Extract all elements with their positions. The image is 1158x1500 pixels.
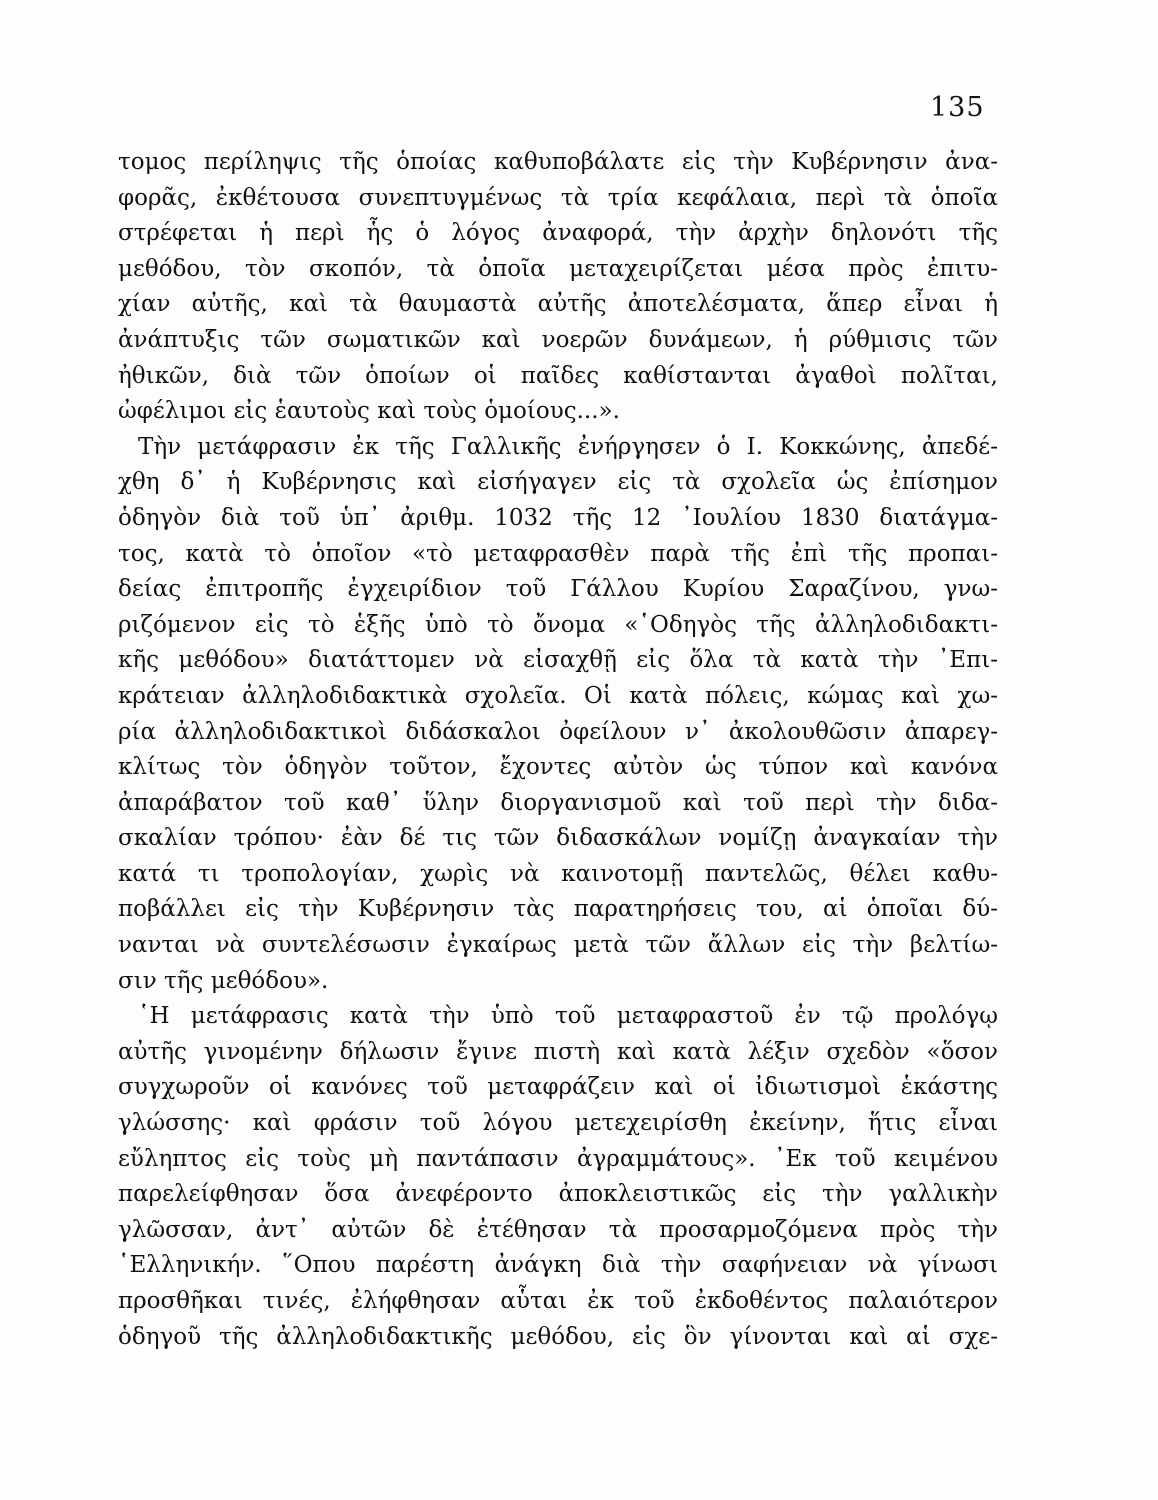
text-line: γλῶσσαν, ἀντ᾽ αὐτῶν δὲ ἐτέθησαν τὰ προσαρμοζόμενα πρὸς τὴν: [118, 1216, 998, 1243]
text-line: ῾Ελληνικήν. ῞Οπου παρέστη ἀνάγκη διὰ τὴν σαφήνειαν νὰ γίνωσι: [118, 1252, 998, 1279]
text-line: ριζόμενον εἰς τὸ ἑξῆς ὑπὸ τὸ ὄνομα «῾Οδηγὸς τῆς ἀλληλοδιδακτι-: [118, 611, 998, 638]
text-line: ὁδηγοῦ τῆς ἀλληλοδιδακτικῆς μεθόδου, εἰς ὃν γίνονται καὶ αἱ σχε-: [118, 1323, 998, 1350]
text-line: μεθόδου, τὸν σκοπόν, τὰ ὁποῖα μεταχειρίζεται μέσα πρὸς ἐπιτυ-: [118, 255, 998, 282]
paragraph: [118, 145, 998, 430]
paragraph: [118, 999, 998, 1355]
text-line: συγχωροῦν οἱ κανόνες τοῦ μεταφράζειν καὶ οἱ ἰδιωτισμοὶ ἑκάστης: [118, 1074, 998, 1101]
text-line: εὔληπτος εἰς τοὺς μὴ παντάπασιν ἀγραμμάτους». ᾽Εκ τοῦ κειμένου: [118, 1145, 998, 1172]
text-line: κατά τι τροπολογίαν, χωρὶς νὰ καινοτομῇ παντελῶς, θέλει καθυ-: [118, 860, 998, 887]
text-line: κλίτως τὸν ὁδηγὸν τοῦτον, ἔχοντες αὐτὸν ὡς τύπον καὶ κανόνα: [118, 754, 998, 781]
text-line: ῾Η μετάφρασις κατὰ τὴν ὑπὸ τοῦ μεταφραστοῦ ἐν τῷ προλόγῳ: [138, 1003, 998, 1030]
text-line: νανται νὰ συντελέσωσιν ἐγκαίρως μετὰ τῶν ἄλλων εἰς τὴν βελτίω-: [118, 932, 998, 959]
text-line: σκαλίαν τρόπου· ἐὰν δέ τις τῶν διδασκάλων νομίζῃ ἀναγκαίαν τὴν: [118, 825, 998, 852]
text-line: αὐτῆς γινομένην δήλωσιν ἔγινε πιστὴ καὶ κατὰ λέξιν σχεδὸν «ὅσον: [118, 1038, 998, 1065]
text-line: δείας ἐπιτροπῆς ἐγχειρίδιον τοῦ Γάλλου Κυρίου Σαραζίνου, γνω-: [118, 576, 998, 603]
text-line: σιν τῆς μεθόδου».: [118, 967, 329, 994]
text-line: τος, κατὰ τὸ ὁποῖον «τὸ μεταφρασθὲν παρὰ τῆς ἐπὶ τῆς προπαι-: [118, 540, 998, 567]
page-number: 135: [930, 92, 985, 123]
text-line: κῆς μεθόδου» διατάττομεν νὰ εἰσαχθῇ εἰς ὅλα τὰ κατὰ τὴν ᾽Επι-: [118, 647, 998, 674]
text-line: στρέφεται ἡ περὶ ἧς ὁ λόγος ἀναφορά, τὴν ἀρχὴν δηλονότι τῆς: [118, 220, 998, 247]
paragraph: [118, 430, 998, 1000]
text-line: χίαν αὐτῆς, καὶ τὰ θαυμαστὰ αὐτῆς ἀποτελέσματα, ἅπερ εἶναι ἡ: [118, 291, 998, 318]
text-line: χθη δ᾽ ἡ Κυβέρνησις καὶ εἰσήγαγεν εἰς τὰ σχολεῖα ὡς ἐπίσημον: [118, 469, 998, 496]
text-line: προσθῆκαι τινές, ἐλήφθησαν αὗται ἐκ τοῦ ἐκδοθέντος παλαιότερον: [118, 1288, 998, 1314]
body-text: [118, 145, 998, 1355]
text-line: γλώσσης· καὶ φράσιν τοῦ λόγου μετεχειρίσθη ἐκείνην, ἥτις εἶναι: [118, 1110, 998, 1137]
text-line: ὠφέλιμοι εἰς ἑαυτοὺς καὶ τοὺς ὁμοίους...».: [118, 398, 620, 425]
text-line: ρία ἀλληλοδιδακτικοὶ διδάσκαλοι ὀφείλουν ν᾽ ἀκολουθῶσιν ἀπαρεγ-: [118, 718, 998, 745]
text-line: ποβάλλει εἰς τὴν Κυβέρνησιν τὰς παρατηρήσεις του, αἱ ὁποῖαι δύ-: [118, 896, 998, 923]
text-line: κράτειαν ἀλληλοδιδακτικὰ σχολεῖα. Οἱ κατὰ πόλεις, κώμας καὶ χω-: [118, 682, 998, 709]
text-line: παρελείφθησαν ὅσα ἀνεφέροντο ἀποκλειστικῶς εἰς τὴν γαλλικὴν: [118, 1181, 998, 1208]
text-line: ἠθικῶν, διὰ τῶν ὁποίων οἱ παῖδες καθίστανται ἀγαθοὶ πολῖται,: [118, 362, 998, 389]
text-line: Τὴν μετάφρασιν ἐκ τῆς Γαλλικῆς ἐνήργησεν ὁ Ι. Κοκκώνης, ἀπεδέ-: [138, 433, 998, 460]
text-line: ἀπαράβατον τοῦ καθ᾽ ὕλην διοργανισμοῦ καὶ τοῦ περὶ τὴν διδα-: [118, 789, 998, 816]
text-line: φορᾶς, ἐκθέτουσα συνεπτυγμένως τὰ τρία κεφάλαια, περὶ τὰ ὁποῖα: [118, 184, 998, 211]
text-line: ἀνάπτυξις τῶν σωματικῶν καὶ νοερῶν δυνάμεων, ἡ ρύθμισις τῶν: [118, 326, 998, 353]
text-line: ὁδηγὸν διὰ τοῦ ὑπ᾽ ἀριθμ. 1032 τῆς 12 ᾽Ιουλίου 1830 διατάγμα-: [118, 504, 998, 531]
text-line: τομος περίληψις τῆς ὁποίας καθυποβάλατε εἰς τὴν Κυβέρνησιν ἀνα-: [118, 149, 998, 175]
